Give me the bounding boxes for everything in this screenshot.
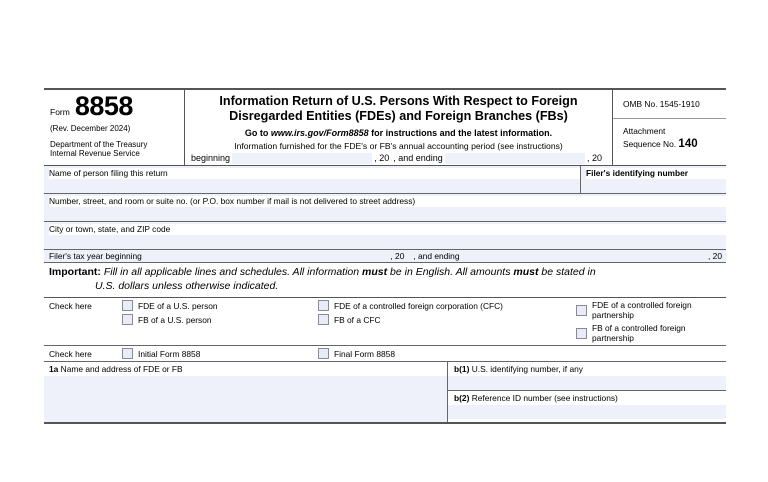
name-of-filer-cell[interactable] — [44, 166, 580, 193]
filing-checkbox-columns — [122, 348, 726, 359]
line-1b2-cell[interactable] — [448, 391, 726, 419]
city-state-zip-row — [44, 222, 726, 250]
line-1b1-cell[interactable] — [448, 362, 726, 391]
checkbox-icon[interactable] — [122, 300, 133, 311]
line-1b2-input[interactable] — [448, 405, 726, 419]
tax-year-beginning-label: Filer's tax year beginning — [49, 250, 142, 261]
tax-year-beginning-year: , 20 — [390, 250, 405, 261]
goto-suffix: for instructions and the latest information. — [371, 127, 553, 138]
filing-checkbox-column-3 — [576, 348, 726, 359]
line-1b1-label: U.S. identifying number, if any — [471, 364, 583, 375]
line-1a-label: Name and address of FDE or FB — [60, 364, 183, 375]
line-1b1-label-row — [448, 362, 726, 376]
period-beginning-label: beginning — [191, 153, 231, 164]
accounting-period-row — [191, 153, 606, 165]
goto-instructions-line — [191, 128, 606, 138]
street-address-cell[interactable] — [44, 194, 726, 221]
checkbox-label: Initial Form 8858 — [138, 348, 201, 359]
important-must-1: must — [362, 265, 388, 278]
name-of-filer-label: Name of person filing this return — [49, 168, 580, 179]
checkbox-label: FDE of a U.S. person — [138, 300, 218, 311]
checkbox-icon[interactable] — [318, 300, 329, 311]
checkbox-icon[interactable] — [576, 305, 587, 316]
city-state-zip-label: City or town, state, and ZIP code — [49, 224, 726, 235]
filing-checkbox-column-2 — [318, 348, 576, 359]
tax-year-ending-label: , and ending — [413, 250, 460, 261]
important-text-2: be in English. All amounts — [387, 265, 514, 278]
line-1b1-input[interactable] — [448, 376, 726, 390]
period-beginning-year: , 20 — [374, 153, 390, 164]
city-state-zip-input[interactable] — [49, 235, 726, 249]
form-title-cell — [185, 90, 613, 165]
checkbox-item[interactable] — [318, 300, 576, 311]
line-1b1-number: b(1) — [454, 364, 470, 375]
name-and-filer-id-row — [44, 166, 726, 194]
form-number-line — [50, 91, 178, 121]
period-ending-year: , 20 — [586, 153, 602, 164]
tax-year-ending-input[interactable] — [461, 251, 706, 261]
check-here-label-entity: Check here — [49, 301, 92, 312]
name-of-filer-input[interactable] — [49, 179, 580, 193]
sequence-label: Sequence No. — [623, 138, 677, 149]
checkbox-icon[interactable] — [318, 314, 329, 325]
checkbox-label: FDE of a controlled foreign corporation (CFC) — [334, 300, 503, 311]
form-revision-date: (Rev. December 2024) — [50, 123, 131, 133]
entity-checkbox-column-1 — [122, 300, 318, 343]
accounting-period-note: Information furnished for the FDE's or FB's annual accounting period (see instructions) — [234, 140, 563, 151]
checkbox-item[interactable] — [122, 300, 318, 311]
form-number: 8858 — [74, 91, 133, 121]
sequence-number: 140 — [678, 137, 698, 150]
entity-type-check-row — [44, 298, 726, 346]
attachment-label: Attachment — [623, 126, 666, 136]
checkbox-icon[interactable] — [122, 314, 133, 325]
omb-number: OMB No. 1545-1910 — [613, 90, 726, 119]
street-address-input[interactable] — [49, 207, 726, 221]
checkbox-label: FB of a U.S. person — [138, 314, 212, 325]
checkbox-icon[interactable] — [576, 328, 587, 339]
entity-checkbox-column-2 — [318, 300, 576, 343]
filer-id-input[interactable] — [586, 179, 726, 193]
filing-checkbox-column-1 — [122, 348, 318, 359]
checkbox-item[interactable] — [318, 314, 576, 325]
important-text-line-2: U.S. dollars unless otherwise indicated. — [95, 279, 279, 292]
important-heading: Important: — [49, 265, 101, 278]
form-identity-cell — [44, 90, 185, 165]
period-ending-label: , and ending — [393, 153, 443, 164]
filer-id-cell[interactable] — [580, 166, 726, 193]
checkbox-label: FDE of a controlled foreign partnership — [592, 300, 692, 321]
form-title-line-2: Disregarded Entities (FDEs) and Foreign Branches (FBs) — [229, 109, 568, 124]
filer-id-label: Filer's identifying number — [586, 168, 726, 179]
sequence-line — [623, 137, 726, 151]
period-ending-input[interactable] — [445, 153, 585, 164]
important-notice — [44, 263, 726, 299]
city-state-zip-cell[interactable] — [44, 222, 726, 249]
checkbox-label: FB of a CFC — [334, 314, 381, 325]
checkbox-item[interactable] — [576, 323, 726, 343]
street-address-label: Number, street, and room or suite no. (or P.O. box number if mail is not delivered to street address) — [49, 196, 726, 207]
checkbox-label: Final Form 8858 — [334, 348, 395, 359]
tax-year-beginning-input[interactable] — [144, 251, 389, 261]
line-1a-label-row — [44, 362, 447, 376]
line-1b2-number: b(2) — [454, 393, 470, 404]
department-line-2: Internal Revenue Service — [50, 149, 140, 159]
important-must-2: must — [513, 265, 539, 278]
irs-form-8858 — [44, 88, 726, 424]
checkbox-item[interactable] — [318, 348, 576, 359]
attachment-sequence-block — [613, 119, 726, 155]
form-header — [44, 90, 726, 166]
checkbox-icon[interactable] — [318, 348, 329, 359]
entity-checkbox-column-3 — [576, 300, 726, 343]
tax-year-ending-year: , 20 — [708, 250, 723, 261]
check-here-label-filing: Check here — [49, 349, 92, 360]
important-text-3: be stated in — [538, 265, 596, 278]
omb-attachment-cell — [613, 90, 726, 165]
line-1b2-label: Reference ID number (see instructions) — [471, 393, 618, 404]
goto-prefix: Go to — [244, 127, 269, 138]
line-1a-input[interactable] — [44, 376, 447, 422]
period-beginning-input[interactable] — [232, 153, 372, 164]
department-line-1: Department of the Treasury — [50, 139, 148, 149]
filing-type-check-row — [44, 346, 726, 362]
line-1a-number: 1a — [49, 364, 59, 375]
line-1b2-label-row — [448, 391, 726, 405]
checkbox-label: FB of a controlled foreign partnership — [592, 323, 686, 344]
checkbox-item[interactable] — [122, 348, 318, 359]
line-1-block — [44, 362, 726, 424]
street-address-row — [44, 194, 726, 222]
checkbox-icon[interactable] — [122, 348, 133, 359]
irs-form-url[interactable]: www.irs.gov/Form8858 — [270, 127, 369, 138]
line-1b-cell — [448, 362, 726, 422]
line-1a-cell[interactable] — [44, 362, 448, 422]
checkbox-item[interactable] — [122, 314, 318, 325]
checkbox-item[interactable] — [576, 300, 726, 320]
important-text-1: Fill in all applicable lines and schedules. All information — [103, 265, 363, 278]
entity-checkbox-columns — [122, 300, 726, 343]
form-title-line-1: Information Return of U.S. Persons With Respect to Foreign — [219, 94, 578, 108]
form-word-label: Form — [50, 106, 70, 117]
filer-tax-year-row — [44, 250, 726, 263]
